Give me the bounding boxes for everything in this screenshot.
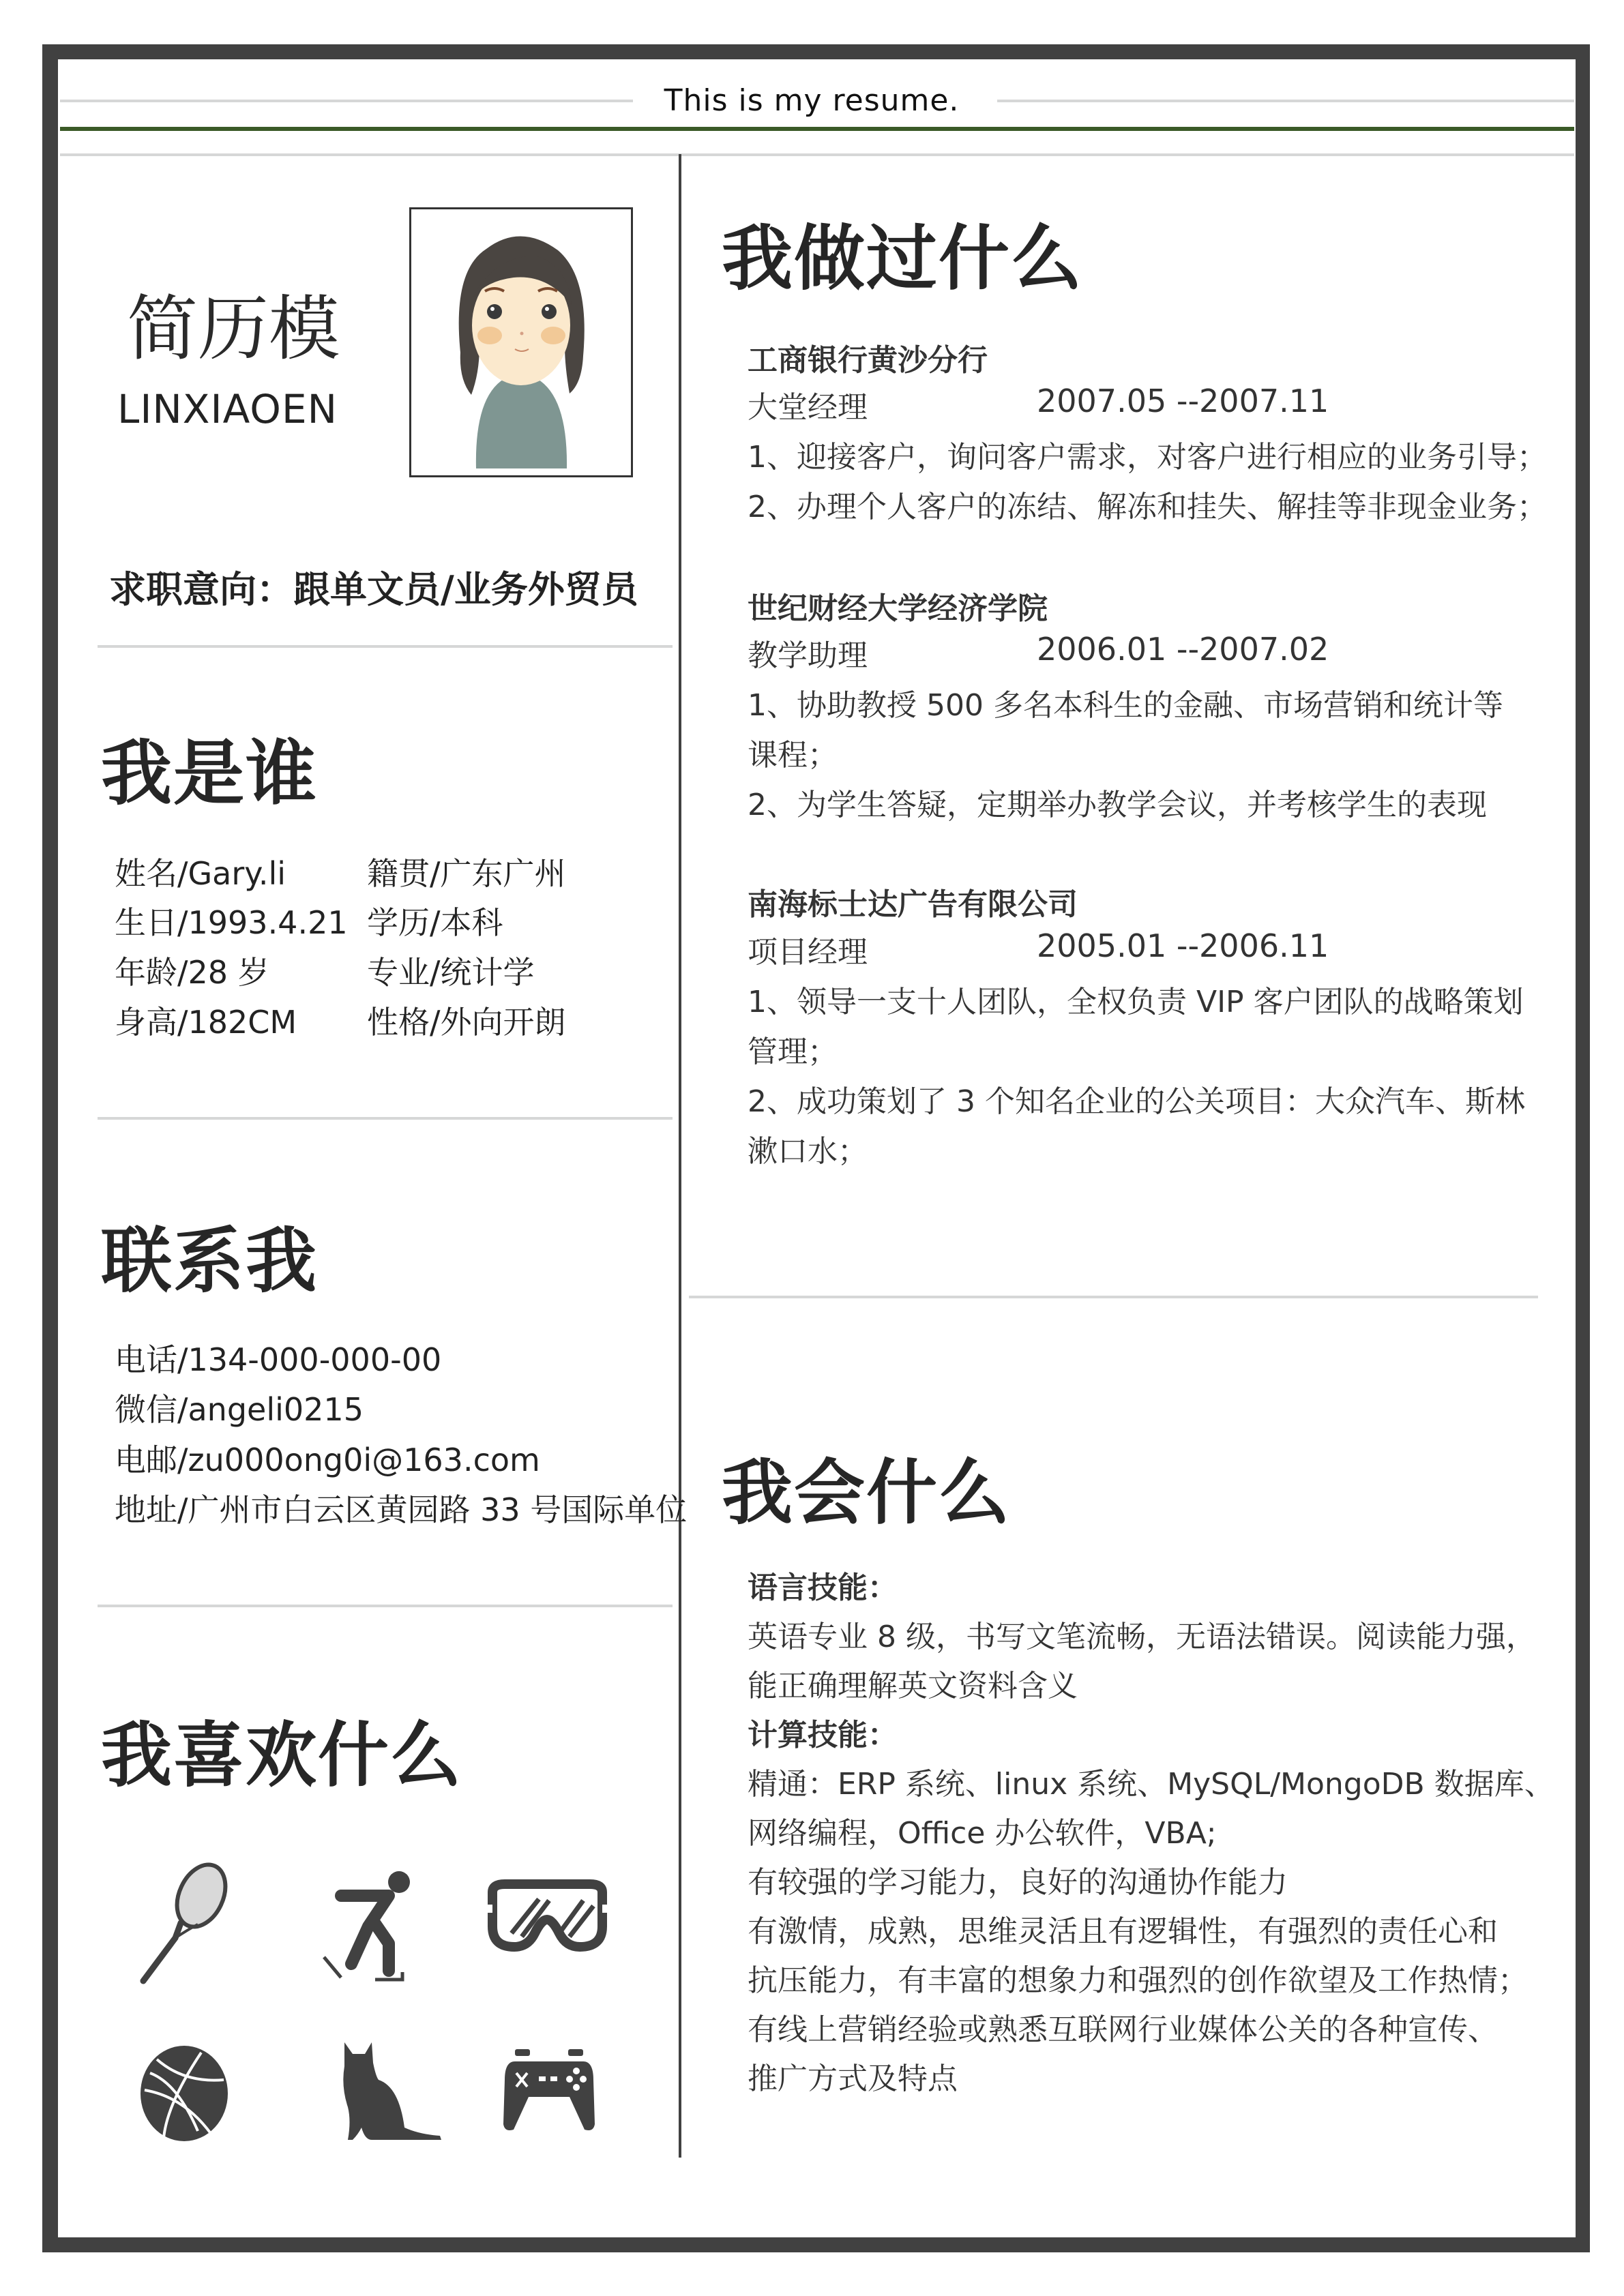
contact-heading: 联系我 [101, 1219, 319, 1302]
info-name: 姓名/Gary.li [115, 855, 286, 892]
job-3-line-1: 1、领导一支十人团队，全权负责 VIP 客户团队的战略策划 [748, 985, 1524, 1019]
job-2-line-3: 2、为学生答疑，定期举办教学会议，并考核学生的表现 [748, 788, 1487, 822]
job-3-dates: 2005.01 --2006.11 [1037, 927, 1329, 964]
job-3-line-4: 漱口水； [748, 1134, 868, 1169]
skills-heading: 我会什么 [722, 1451, 1012, 1534]
job-3-title: 项目经理 [748, 935, 868, 970]
skill-line: 网络编程，Office 办公软件，VBA; [748, 1816, 1217, 1851]
skill-computer-label: 计算技能： [748, 1718, 898, 1753]
contact-email: 电邮/zu000ong0i@163.com [115, 1442, 540, 1478]
game-controller-icon [501, 2049, 597, 2134]
header-rule-right [997, 100, 1574, 102]
skill-language-label: 语言技能： [748, 1570, 898, 1605]
header-accent-line [60, 127, 1574, 131]
avatar-illustration-icon [411, 209, 631, 475]
info-height: 身高/182CM [115, 1004, 297, 1041]
header-rule-left [60, 100, 633, 102]
job-intent: 求职意向：跟单文员/业务外贸员 [109, 568, 638, 611]
skill-line: 有激情，成熟，思维灵活且有逻辑性，有强烈的责任心和 [748, 1914, 1498, 1949]
skill-line: 抗压能力，有丰富的想象力和强烈的创作欲望及工作热情； [748, 1963, 1528, 1998]
left-divider-2 [98, 1117, 673, 1120]
job-2-dates: 2006.01 --2007.02 [1037, 631, 1329, 668]
left-divider-1 [98, 645, 673, 648]
skill-line: 英语专业 8 级，书写文笔流畅，无语法错误。阅读能力强， [748, 1620, 1536, 1654]
job-3-line-2: 管理； [748, 1034, 838, 1069]
skill-line: 推广方式及特点 [748, 2061, 958, 2096]
info-birthday: 生日/1993.4.21 [115, 904, 348, 941]
about-heading: 我是谁 [101, 732, 319, 815]
info-age: 年龄/28 岁 [115, 954, 269, 991]
info-personality: 性格/外向开朗 [367, 1004, 566, 1041]
right-divider [689, 1296, 1538, 1298]
ice-skating-icon [321, 1868, 423, 1984]
info-hometown: 籍贯/广东广州 [367, 855, 566, 892]
job-1-company: 工商银行黄沙分行 [748, 343, 988, 378]
job-3-line-3: 2、成功策划了 3 个知名企业的公关项目：大众汽车、斯林 [748, 1084, 1525, 1119]
job-2-line-2: 课程； [748, 738, 838, 773]
info-education: 学历/本科 [367, 904, 503, 941]
job-1-line-1: 1、迎接客户，询问客户需求，对客户进行相应的业务引导； [748, 440, 1547, 475]
resume-header-title: This is my resume. [664, 83, 960, 118]
ski-goggles-icon [484, 1879, 610, 1954]
left-divider-3 [98, 1605, 673, 1607]
column-divider [679, 154, 681, 2158]
name-english: LINXIAOEN [117, 386, 338, 432]
job-2-company: 世纪财经大学经济学院 [748, 591, 1048, 626]
skill-line: 有较强的学习能力，良好的沟通协作能力 [748, 1865, 1288, 1900]
job-1-title: 大堂经理 [748, 390, 868, 425]
volleyball-icon [136, 2042, 232, 2145]
avatar-photo [409, 207, 633, 477]
cat-icon [338, 2039, 447, 2141]
experience-heading: 我做过什么 [722, 217, 1084, 300]
job-2-line-1: 1、协助教授 500 多名本科生的金融、市场营销和统计等 [748, 688, 1503, 723]
name-chinese: 简历模 [127, 287, 340, 370]
skill-line: 能正确理解英文资料含义 [748, 1669, 1078, 1703]
job-1-line-2: 2、办理个人客户的冻结、解冻和挂失、解挂等非现金业务； [748, 490, 1547, 524]
hobbies-heading: 我喜欢什么 [101, 1714, 463, 1797]
skill-line: 精通：ERP 系统、linux 系统、MySQL/MongoDB 数据库、 [748, 1767, 1554, 1802]
skill-line: 有线上营销经验或熟悉互联网行业媒体公关的各种宣传、 [748, 2012, 1498, 2047]
contact-wechat: 微信/angeli0215 [115, 1391, 364, 1428]
header-bottom-rule [60, 153, 1574, 156]
tennis-racket-icon [133, 1862, 235, 1984]
contact-phone: 电话/134-000-000-00 [115, 1341, 442, 1378]
job-3-company: 南海标士达广告有限公司 [748, 887, 1078, 922]
job-2-title: 教学助理 [748, 638, 868, 673]
job-1-dates: 2007.05 --2007.11 [1037, 383, 1329, 419]
contact-address: 地址/广州市白云区黄园路 33 号国际单位 [115, 1491, 688, 1528]
info-major: 专业/统计学 [367, 954, 535, 991]
